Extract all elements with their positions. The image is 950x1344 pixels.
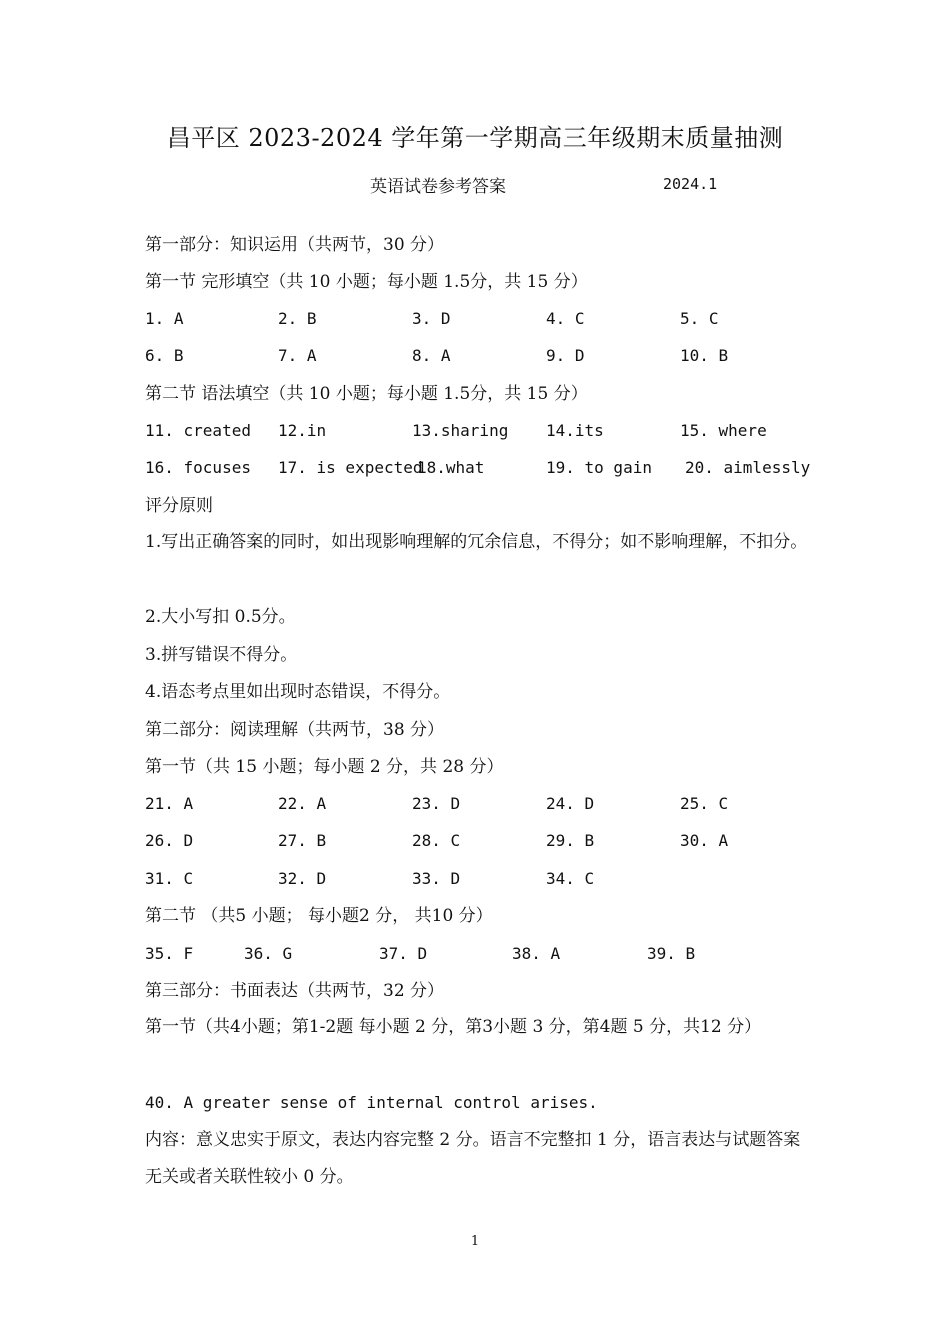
answer-item: 5. C (680, 309, 719, 328)
page-number: 1 (470, 1234, 480, 1249)
part1-section1-heading: 第一节 完形填空（共 10 小题；每小题 1.5分，共 15 分） (145, 272, 588, 292)
part1-heading: 第一部分：知识运用（共两节，30 分） (145, 235, 445, 255)
answer-row (145, 866, 825, 892)
answer-item: 33. D (412, 869, 461, 888)
rule-item: 3.拼写错误不得分。 (145, 645, 298, 665)
part3-heading: 第三部分：书面表达（共两节，32 分） (145, 981, 445, 1001)
part2-section2-heading: 第二节 （共5 小题； 每小题2 分， 共10 分） (145, 906, 493, 926)
rule-item: 1.写出正确答案的同时，如出现影响理解的冗余信息，不得分；如不影响理解，不扣分。 (145, 532, 808, 552)
answer-row (145, 941, 825, 967)
rules-heading: 评分原则 (145, 496, 213, 516)
answer-item: 3. D (412, 309, 451, 328)
answer-item: 6. B (145, 346, 184, 365)
answer-item: 24. D (546, 794, 595, 813)
answer-item: 18.what (417, 458, 485, 477)
page-subtitle (0, 172, 950, 198)
answer-item: 26. D (145, 831, 194, 850)
answer-item: 36. G (244, 944, 293, 963)
answer-item: 9. D (546, 346, 585, 365)
answer-item: 15. where (680, 421, 767, 440)
rule-item: 4.语态考点里如出现时态错误，不得分。 (145, 682, 451, 702)
answer-row (145, 455, 825, 481)
answer-item: 37. D (379, 944, 428, 963)
answer-item: 10. B (680, 346, 729, 365)
part3-section1-heading: 第一节（共4小题；第1-2题 每小题 2 分，第3小题 3 分，第4题 5 分，共12 分） (145, 1017, 762, 1037)
answer-item: 1. A (145, 309, 184, 328)
answer-item: 30. A (680, 831, 729, 850)
answer-row (145, 828, 825, 854)
answer-row (145, 418, 825, 444)
answer-item: 11. created (145, 421, 251, 440)
answer-row (145, 791, 825, 817)
answer-item: 29. B (546, 831, 595, 850)
answer-item: 32. D (278, 869, 327, 888)
part1-section2-heading: 第二节 语法填空（共 10 小题；每小题 1.5分，共 15 分） (145, 384, 588, 404)
answer-item: 31. C (145, 869, 194, 888)
answer-item: 25. C (680, 794, 729, 813)
rule-item: 2.大小写扣 0.5分。 (145, 607, 296, 627)
answer-item: 34. C (546, 869, 595, 888)
answer-item: 21. A (145, 794, 194, 813)
page-title: 昌平区 2023-2024 学年第一学期高三年级期末质量抽测 (166, 124, 784, 152)
question-40: 40. A greater sense of internal control arises. (145, 1093, 598, 1112)
answer-item: 27. B (278, 831, 327, 850)
answer-item: 16. focuses (145, 458, 251, 477)
part2-heading: 第二部分：阅读理解（共两节，38 分） (145, 720, 445, 740)
answer-item: 12.in (278, 421, 327, 440)
answer-item: 35. F (145, 944, 194, 963)
answer-item: 38. A (512, 944, 561, 963)
answer-row (145, 343, 825, 369)
answer-item: 8. A (412, 346, 451, 365)
part2-section1-heading: 第一节（共 15 小题；每小题 2 分，共 28 分） (145, 757, 504, 777)
answer-item: 7. A (278, 346, 317, 365)
answer-item: 13.sharing (412, 421, 509, 440)
answer-item: 4. C (546, 309, 585, 328)
answer-item: 2. B (278, 309, 317, 328)
answer-item: 14.its (546, 421, 604, 440)
content-note: 内容：意义忠实于原文，表达内容完整 2 分。语言不完整扣 1 分，语言表达与试题答案无关或者关联性较小 0 分。 (145, 1130, 801, 1187)
answer-item: 20. aimlessly (685, 458, 811, 477)
answer-item: 23. D (412, 794, 461, 813)
answer-item: 28. C (412, 831, 461, 850)
answer-item: 39. B (647, 944, 696, 963)
subtitle-date: 2024.1 (663, 175, 718, 193)
answer-row (145, 306, 825, 332)
subtitle-name: 英语试卷参考答案 (370, 177, 506, 197)
answer-item: 17. is expected (278, 458, 423, 477)
answer-item: 19. to gain (546, 458, 652, 477)
answer-item: 22. A (278, 794, 327, 813)
